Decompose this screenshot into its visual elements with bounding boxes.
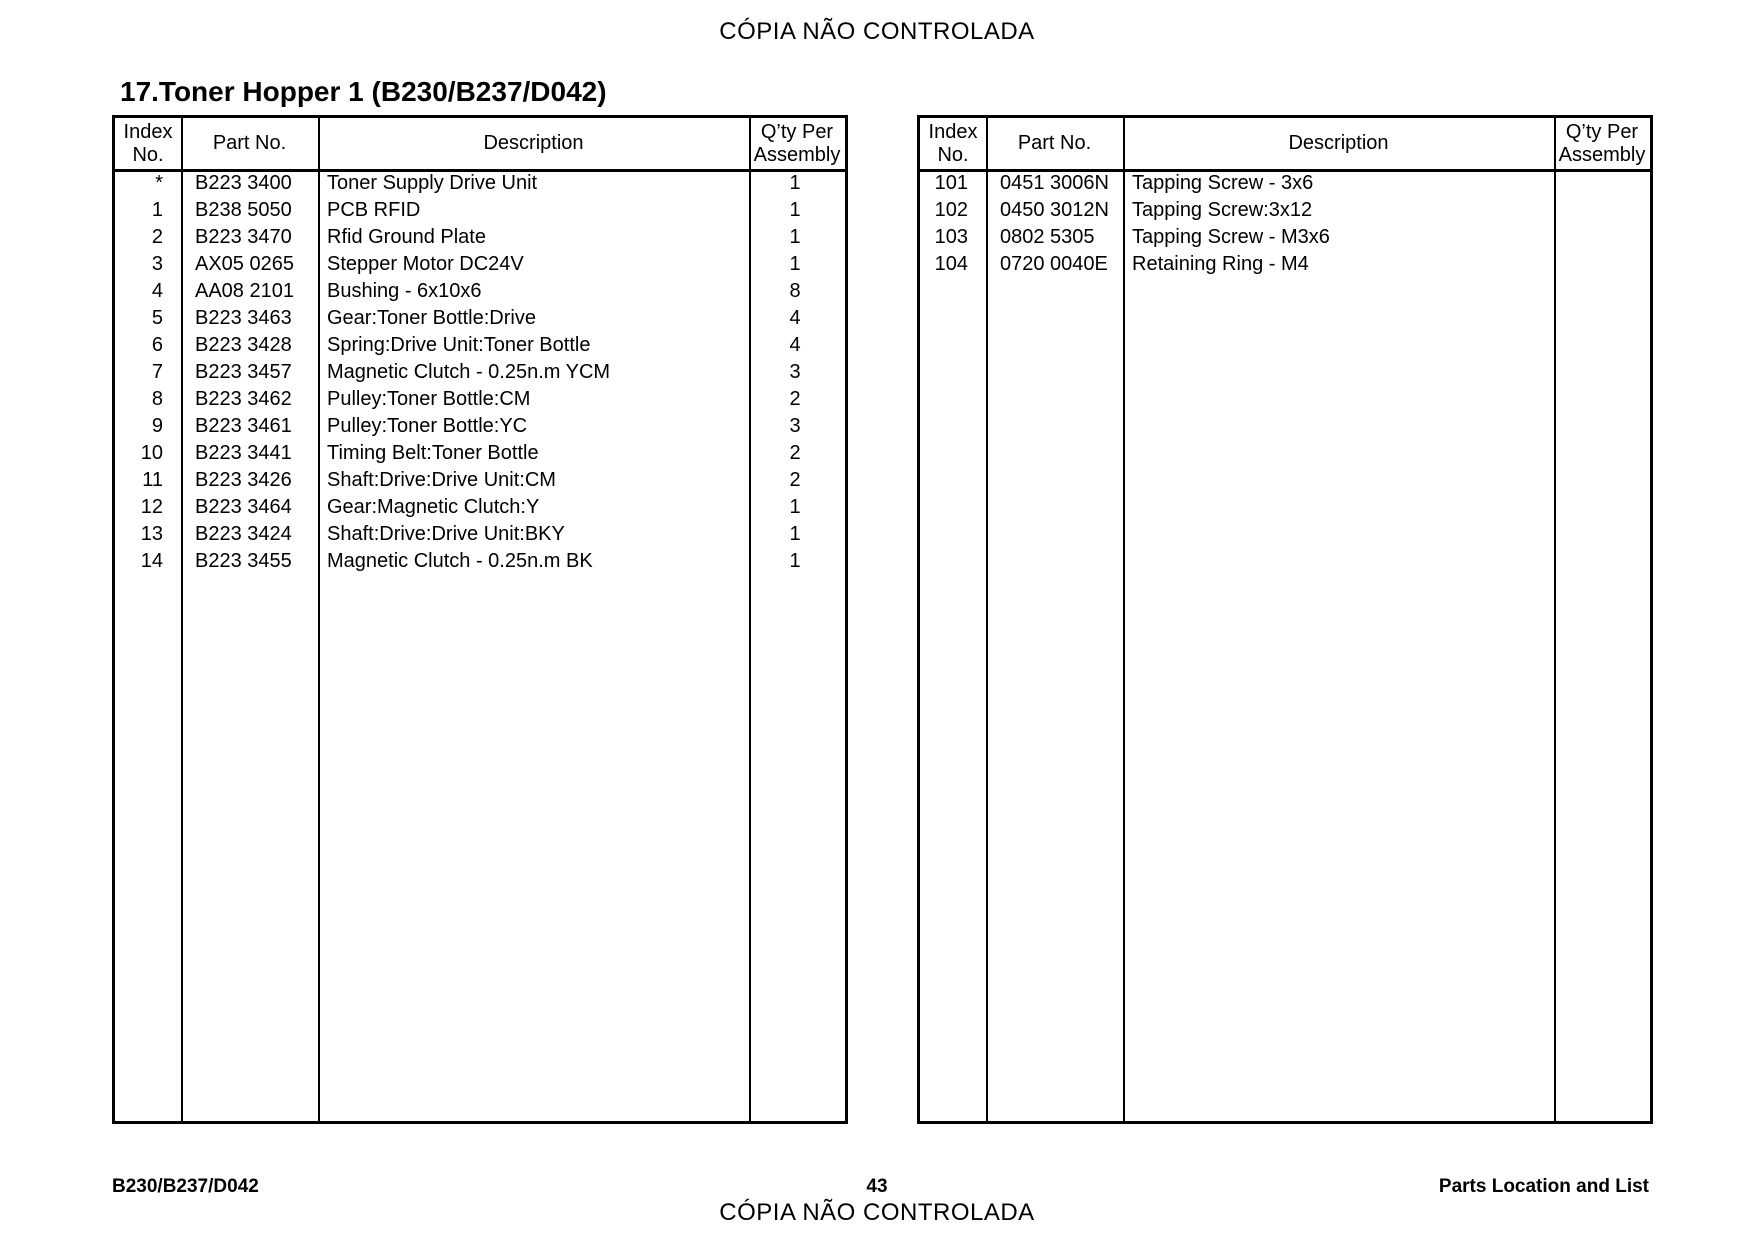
cell-description: Timing Belt:Toner Bottle [327, 442, 539, 464]
cell-index: 8 [151, 388, 163, 410]
cell-part-no: B223 3464 [195, 496, 292, 518]
cell-part-no: B223 3457 [195, 361, 292, 383]
cell-index: 102 [934, 199, 968, 221]
header-part-no: Part No. [212, 132, 287, 154]
header-description: Description [1288, 132, 1389, 154]
cell-qty: 1 [789, 496, 801, 518]
cell-part-no: B223 3441 [195, 442, 292, 464]
table-row [115, 386, 845, 413]
table-row [115, 548, 845, 575]
page-title: 17.Toner Hopper 1 (B230/B237/D042) [120, 76, 607, 107]
cell-index: 104 [934, 253, 968, 275]
cell-description: Pulley:Toner Bottle:CM [327, 388, 531, 410]
header-qty [749, 118, 845, 169]
cell-description: Tapping Screw:3x12 [1132, 199, 1313, 221]
cell-description: Pulley:Toner Bottle:YC [327, 415, 528, 437]
cell-qty: 2 [789, 388, 801, 410]
cell-qty: 3 [789, 415, 801, 437]
cell-qty: 4 [789, 307, 801, 329]
cell-qty: 1 [789, 550, 801, 572]
header-qty-line2: Assembly [753, 143, 841, 166]
header-index-line1: Index [928, 120, 978, 143]
cell-index: 13 [140, 523, 163, 545]
cell-qty: 1 [789, 172, 801, 194]
cell-part-no: B223 3424 [195, 523, 292, 545]
cell-description: Gear:Toner Bottle:Drive [327, 307, 536, 329]
cell-part-no: B223 3400 [195, 172, 292, 194]
table-row [115, 251, 845, 278]
header-qty [1554, 118, 1650, 169]
cell-part-no: B223 3462 [195, 388, 292, 410]
cell-part-no: 0450 3012N [1000, 199, 1109, 221]
cell-part-no: 0720 0040E [1000, 253, 1108, 275]
cell-index: 103 [934, 226, 968, 248]
cell-part-no: B238 5050 [195, 199, 292, 221]
cell-qty: 1 [789, 226, 801, 248]
cell-description: Shaft:Drive:Drive Unit:BKY [327, 523, 565, 545]
cell-description: Shaft:Drive:Drive Unit:CM [327, 469, 556, 491]
table-row [115, 467, 845, 494]
table-row [115, 521, 845, 548]
cell-part-no: B223 3426 [195, 469, 292, 491]
cell-description: Stepper Motor DC24V [327, 253, 524, 275]
cell-index: 11 [142, 469, 163, 491]
table-row [115, 359, 845, 386]
cell-index: 9 [151, 415, 163, 437]
cell-qty [1554, 197, 1646, 224]
watermark-top: CÓPIA NÃO CONTROLADA [719, 18, 1035, 45]
watermark-bottom: CÓPIA NÃO CONTROLADA [719, 1199, 1035, 1226]
cell-description: Magnetic Clutch - 0.25n.m BK [327, 550, 593, 572]
table-row [115, 170, 845, 197]
table-row [115, 224, 845, 251]
cell-qty [1554, 251, 1646, 278]
cell-qty [1554, 170, 1646, 197]
table-row [115, 440, 845, 467]
cell-index: 2 [151, 226, 163, 248]
table-row [920, 251, 1650, 278]
cell-index: 14 [140, 550, 163, 572]
cell-qty: 3 [789, 361, 801, 383]
cell-part-no: B223 3461 [195, 415, 292, 437]
footer-page-number: 43 [866, 1176, 888, 1197]
cell-index: 3 [151, 253, 163, 275]
cell-index: 10 [140, 442, 163, 464]
cell-qty: 1 [789, 523, 801, 545]
footer-section: Parts Location and List [1438, 1176, 1649, 1197]
header-index-line2: No. [132, 143, 164, 166]
cell-qty: 1 [789, 253, 801, 275]
cell-part-no: AA08 2101 [195, 280, 294, 302]
cell-part-no: 0451 3006N [1000, 172, 1109, 194]
cell-index: 12 [140, 496, 163, 518]
header-index-line2: No. [937, 143, 969, 166]
cell-part-no: B223 3463 [195, 307, 292, 329]
table-row [920, 224, 1650, 251]
cell-description: Retaining Ring - M4 [1132, 253, 1309, 275]
cell-index: 7 [151, 361, 163, 383]
table-row [115, 305, 845, 332]
header-index [115, 118, 181, 169]
cell-index: 6 [151, 334, 163, 356]
cell-description: PCB RFID [327, 199, 421, 221]
header-qty-line1: Q’ty Per [760, 120, 834, 143]
header-index-line1: Index [123, 120, 173, 143]
cell-index: 101 [934, 172, 968, 194]
cell-qty [1554, 224, 1646, 251]
cell-index: 1 [151, 199, 163, 221]
cell-part-no: B223 3455 [195, 550, 292, 572]
parts-table-left [112, 115, 848, 1124]
table-row [920, 197, 1650, 224]
footer-model: B230/B237/D042 [112, 1176, 259, 1197]
cell-description: Magnetic Clutch - 0.25n.m YCM [327, 361, 611, 383]
header-part-no: Part No. [1017, 132, 1092, 154]
cell-qty: 2 [789, 442, 801, 464]
header-index [920, 118, 986, 169]
table-row [115, 413, 845, 440]
header-qty-line2: Assembly [1558, 143, 1646, 166]
cell-qty: 8 [789, 280, 801, 302]
cell-part-no: B223 3470 [195, 226, 292, 248]
header-description: Description [483, 132, 584, 154]
cell-description: Tapping Screw - M3x6 [1132, 226, 1330, 248]
cell-description: Spring:Drive Unit:Toner Bottle [327, 334, 591, 356]
cell-description: Bushing - 6x10x6 [327, 280, 482, 302]
cell-index: * [155, 172, 163, 194]
table-row [115, 197, 845, 224]
cell-qty: 2 [789, 469, 801, 491]
table-row [920, 170, 1650, 197]
cell-description: Gear:Magnetic Clutch:Y [327, 496, 540, 518]
table-row [115, 332, 845, 359]
header-qty-line1: Q’ty Per [1565, 120, 1639, 143]
cell-part-no: 0802 5305 [1000, 226, 1095, 248]
cell-index: 5 [151, 307, 163, 329]
cell-description: Rfid Ground Plate [327, 226, 486, 248]
cell-description: Toner Supply Drive Unit [327, 172, 538, 194]
cell-part-no: AX05 0265 [195, 253, 294, 275]
cell-qty: 4 [789, 334, 801, 356]
table-row [115, 494, 845, 521]
cell-qty: 1 [789, 199, 801, 221]
parts-table-right [917, 115, 1653, 1124]
table-row [115, 278, 845, 305]
cell-part-no: B223 3428 [195, 334, 292, 356]
cell-description: Tapping Screw - 3x6 [1132, 172, 1314, 194]
cell-index: 4 [151, 280, 163, 302]
